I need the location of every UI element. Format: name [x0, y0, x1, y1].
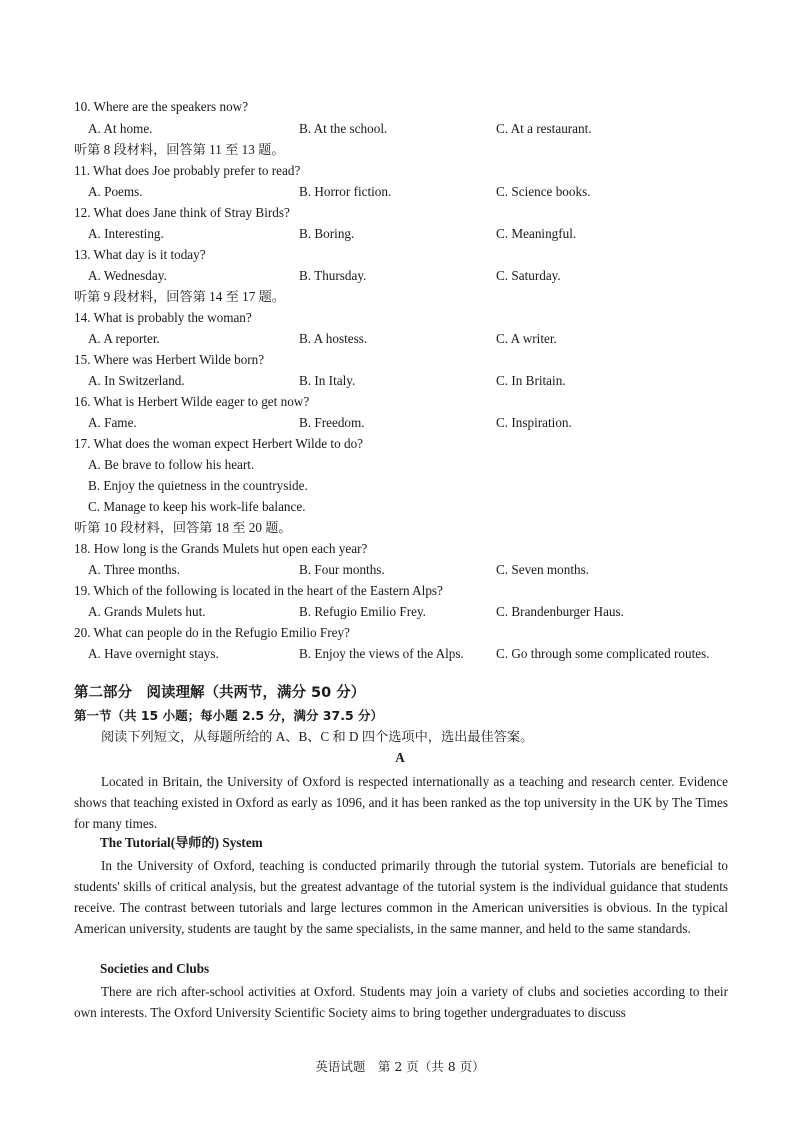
- option-a: A. Poems.: [88, 184, 143, 199]
- option-b: B. In Italy.: [299, 373, 356, 388]
- option-b: B. Enjoy the views of the Alps.: [299, 646, 464, 661]
- option-b: B. At the school.: [299, 121, 388, 136]
- option-c: C. Go through some complicated routes.: [496, 646, 710, 661]
- passage-letter: A: [395, 750, 405, 765]
- option-c: C. In Britain.: [496, 373, 566, 388]
- question-14: 14. What is probably the woman?: [74, 310, 252, 325]
- option-b: B. Four months.: [299, 562, 385, 577]
- question-12: 12. What does Jane think of Stray Birds?: [74, 205, 290, 220]
- question-16: 16. What is Herbert Wilde eager to get now?: [74, 394, 310, 409]
- question-20: 20. What can people do in the Refugio Emilio Frey?: [74, 625, 350, 640]
- option-a: A. Wednesday.: [88, 268, 167, 283]
- option-a: A. Grands Mulets hut.: [88, 604, 206, 619]
- section-subtitle: 第一节（共 15 小题；每小题 2.5 分，满分 37.5 分）: [74, 708, 383, 723]
- option-c: C. At a restaurant.: [496, 121, 592, 136]
- section-title: 第二部分 阅读理解（共两节，满分 50 分）: [74, 685, 366, 701]
- option-b: B. Horror fiction.: [299, 184, 392, 199]
- option-a: A. Interesting.: [88, 226, 164, 241]
- option-a: A. Be brave to follow his heart.: [88, 457, 255, 472]
- option-c: C. Meaningful.: [496, 226, 577, 241]
- option-c: C. Science books.: [496, 184, 591, 199]
- question-13: 13. What day is it today?: [74, 247, 206, 262]
- heading-societies: Societies and Clubs: [100, 961, 210, 976]
- option-c: C. A writer.: [496, 331, 557, 346]
- option-b: B. Thursday.: [299, 268, 367, 283]
- option-a: A. Three months.: [88, 562, 181, 577]
- option-c: C. Inspiration.: [496, 415, 572, 430]
- question-10: 10. Where are the speakers now?: [74, 99, 249, 114]
- paragraph-tutorial: In the University of Oxford, teaching is conducted primarily through the tutorial system. Tutorials are beneficial to students' skills of critical analysis, but the greatest advantage of the tutorial system is the individual guidance that students receive. The contrast between tutorials and large lectures common in the American universities is obvious. In the typical American university, students are taught by the same specialists, in the same manner, and held to the same standards.: [74, 858, 728, 936]
- option-b: B. A hostess.: [299, 331, 368, 346]
- reading-instruction: 阅读下列短文，从每题所给的 A、B、C 和 D 四个选项中，选出最佳答案。: [101, 729, 534, 744]
- paragraph-societies: There are rich after-school activities at Oxford. Students may join a variety of clubs and societies according to their own interests. The Oxford University Scientific Society aims to bring together undergraduates to discuss: [74, 984, 728, 1020]
- option-b: B. Refugio Emilio Frey.: [299, 604, 426, 619]
- option-b: B. Enjoy the quietness in the countryside.: [88, 478, 308, 493]
- listening-instruction-10: 听第 10 段材料，回答第 18 至 20 题。: [74, 520, 292, 535]
- listening-instruction-8: 听第 8 段材料，回答第 11 至 13 题。: [74, 142, 285, 157]
- question-15: 15. Where was Herbert Wilde born?: [74, 352, 265, 367]
- question-18: 18. How long is the Grands Mulets hut open each year?: [74, 541, 368, 556]
- option-c: C. Seven months.: [496, 562, 590, 577]
- option-c: C. Manage to keep his work-life balance.: [88, 499, 306, 514]
- option-c: C. Brandenburger Haus.: [496, 604, 624, 619]
- listening-instruction-9: 听第 9 段材料，回答第 14 至 17 题。: [74, 289, 285, 304]
- question-11: 11. What does Joe probably prefer to read?: [74, 163, 301, 178]
- option-c: C. Saturday.: [496, 268, 561, 283]
- question-17: 17. What does the woman expect Herbert Wilde to do?: [74, 436, 364, 451]
- option-a: A. At home.: [88, 121, 153, 136]
- option-a: A. Have overnight stays.: [88, 646, 219, 661]
- option-a: A. Fame.: [88, 415, 137, 430]
- heading-tutorial: The Tutorial(导师的) System: [100, 835, 263, 850]
- paragraph-intro: Located in Britain, the University of Oxford is respected internationally as a teaching and research center. Evidence shows that teaching existed in Oxford as early as 1096, and it has been ranked as the top university in the UK by The Times for many times.: [74, 774, 728, 831]
- option-b: B. Freedom.: [299, 415, 365, 430]
- option-a: A. A reporter.: [88, 331, 160, 346]
- page-footer: 英语试题 第 2 页（共 8 页）: [315, 1059, 485, 1074]
- option-b: B. Boring.: [299, 226, 355, 241]
- question-19: 19. Which of the following is located in the heart of the Eastern Alps?: [74, 583, 443, 598]
- option-a: A. In Switzerland.: [88, 373, 185, 388]
